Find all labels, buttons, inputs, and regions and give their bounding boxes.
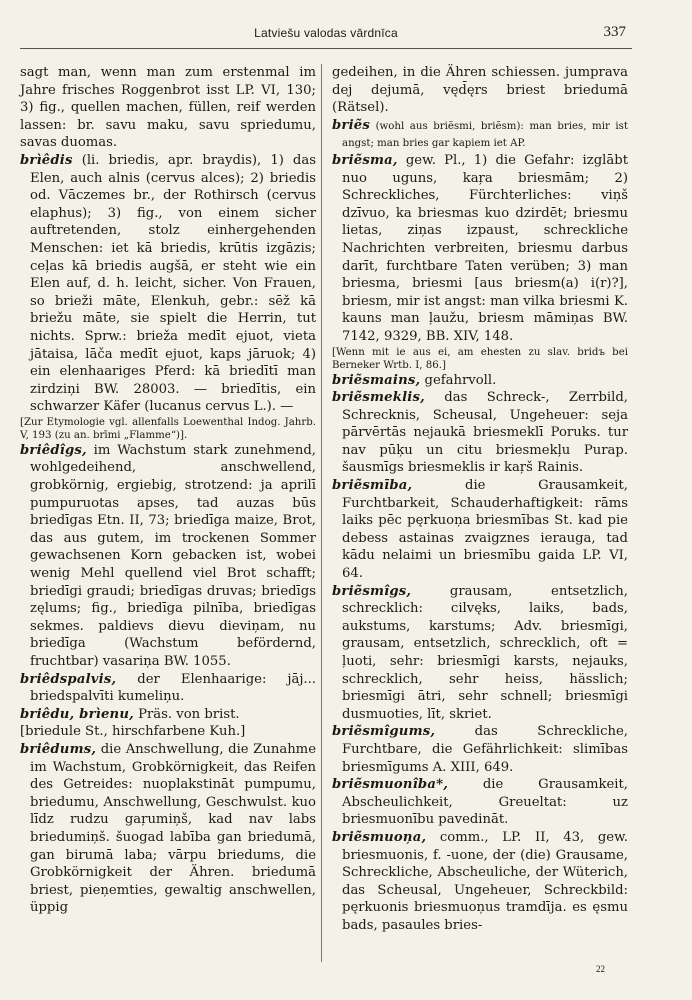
- entry-continuation: gedeihen, in die Ähren schiessen. jumprava dej dejumā, vęd̄ęrs briest briedumā (Rätsel).: [332, 65, 628, 116]
- entry-briedule: [briedule St., hirschfarbene Kuh.]: [20, 724, 246, 740]
- left-column: [20, 64, 316, 917]
- headword: briẽsmuoņa,: [332, 829, 427, 845]
- headword: briẽs: [332, 117, 370, 133]
- entry-briesmuoniba: [332, 776, 628, 829]
- entry-body: (li. briedis, apr. braydis), 1) das Elen, auch alnis (cervus alces); 2) briedis od. Vāczemes br., der Rothirsch (cervus elaphus); 3) fig., von einem sicher auftretenden, stolz einhergehenden Menschen: iet kā briedis, krūtis izgāzis; ceļas kā briedis augšā, er steht wie ein Elen auf, d. h. leicht, sicher. Von Frauen, so brieži māte, Elenkuh, gebr.: sēž kā briežu māte, sie spielt die Herrin, tut nichts. Sprw.: brieža medīt ejuot, vieta jātaisa, lāča medīt ejuot, kaps jāruok; 4) ein elenhaariges Pferd: kā briedītī man zirdziņi BW. 28003. — briedītis, ein schwarzer Käfer (lucanus cervus L.). —: [30, 152, 316, 415]
- entry-briesmeklis: [332, 389, 628, 477]
- entry-briesmigums: [332, 723, 628, 776]
- page-header: [20, 24, 632, 49]
- etymology-note: [Zur Etymologie vgl. allenfalls Loewenthal Indog. Jahrb. V, 193 (zu an. brīmi „Flamme“)].: [20, 416, 316, 441]
- entry-body: die Grausamkeit, Abscheulichkeit, Greueltat: uz briesmuonību pavedināt.: [342, 777, 628, 828]
- headword: briêdîgs,: [20, 442, 87, 458]
- entry-briedigs: [20, 442, 316, 671]
- entry-body: grausam, entsetzlich, schrecklich: cilvęks, laiks, bads, aukstums, karstums; Adv. briesmīgi, grausam, entsetzlich, schrecklich, oft = ļuoti, sehr: briesmīgi karsts, nejauks, schrecklich, sehr heiss, hässlich; briesmīgi ātri, sehr schnell; briesmīgi dusmuoties, līt, skriet.: [342, 583, 628, 722]
- etymology-note: [Wenn mit ie aus ei, am ehesten zu slav. bridъ bei Berneker Wrtb. I, 86.]: [332, 346, 628, 371]
- entry-briedums: [20, 741, 316, 917]
- printer-signature: 22: [596, 964, 605, 974]
- running-title: Latviešu valodas vārdnīca: [254, 26, 398, 40]
- entry-briesma: [332, 152, 628, 346]
- headword: briêdu, brìenu,: [20, 706, 134, 722]
- entry-body: im Wachstum stark zunehmend, wohlgedeihend, anschwellend, grobkörnig, ergiebig, strotzend: ja aprilī pumpuruotas apses, tad auzas būs briedīgas Etn. II, 73; briedīga maize, Brot, das aus gutem, im trockenen Sommer gewachsenen Korn gebacken ist, wobei wenig Mehl quellend viel Brot schafft; briedīgi graudi; briedīgas druvas; briedīgs zęlums; fig., briedīga pilnība, briedīgas sekmes. paldievs dievu dieviņam, nu briedīga (Wachstum befördernd, fruchtbar) vasariņa BW. 1055.: [30, 442, 316, 669]
- right-column: [332, 64, 628, 935]
- entry-note: (wohl aus briẽsmi, briẽsm): man bries, mir ist angst; man bries gar kapiem iet AP.: [342, 120, 628, 150]
- entry-briedis: [20, 152, 316, 416]
- headword: briẽsmîgums,: [332, 724, 436, 740]
- headword: briẽsmîgs,: [332, 583, 412, 599]
- entry-body: comm., LP. II, 43, gew. briesmuonis, f. -uone, der (die) Grausame, Schreckliche, Abscheuliche, der Wüterich, das Scheusal, Ungeheuer, Schreckbild: pęrkuonis briesmuoņus tramdīja. es ęsmu bads, pasaules bries-: [342, 829, 628, 933]
- headword: briêdums,: [20, 741, 97, 757]
- entry-body: das Schreckliche, Furchtbare, die Gefährlichkeit: slimības briesmīgums A. XIII, 649.: [342, 724, 628, 775]
- headword: briẽsmains,: [332, 372, 421, 388]
- entry-bries: [332, 117, 628, 152]
- headword: briẽsmeklis,: [332, 390, 425, 406]
- headword: briẽsma,: [332, 152, 398, 168]
- entry-body: Präs. von brist.: [133, 706, 240, 722]
- headword: briêdspalvis,: [20, 671, 117, 687]
- entry-body: gew. Pl., 1) die Gefahr: izglābt nuo uguns, kaŗa briesmām; 2) Schreckliches, Fürchterliches: viņš dzīvuo, ka briesmas kuo dzirdēt; briesmu lietas, ziņas izpaust, schreckliche Nachrichten verbreiten, briesmu darbus darīt, furchtbare Taten verüben; 3) man briesma, briesmi [aus briesm(a) i(r)?], briesm, mir ist angst: man vilka briesmi K. kauns man ļaužu, briesm māmiņas BW. 7142, 9329, BB. XIV, 148.: [342, 152, 628, 344]
- entry-continuation: sagt man, wenn man zum erstenmal im Jahre frisches Roggenbrot isst LP. VI, 130; 3) fig., quellen machen, füllen, reif werden lassen: br. savu maku, savu spriedumu, savas duomas.: [20, 65, 316, 151]
- entry-briesmuona: [332, 829, 628, 935]
- entry-briedu: [20, 706, 316, 724]
- entry-body: das Schreck-, Zerrbild, Schrecknis, Scheusal, Ungeheuer: seja pārvērtās nejaukā briesmeklī Poruks. tur nav pūķu un citu briesmekļu Purap. šausmīgs briesmeklis ir kaŗš Rainis.: [342, 390, 628, 476]
- headword: briẽsmuonîba*,: [332, 777, 448, 793]
- entry-body: die Anschwellung, die Zunahme im Wachstum, Grobkörnigkeit, das Reifen des Getreides: nuoplakstināt pumpumu, briedumu, Anschwellung, Geschwulst. kuo līdz rudzu gaŗumiņš, kad nav labs briedumiņš. šuogad labība gan briedumā, gan birumā laba; vārpu briedums, die Grobkörnigkeit der Ähren. briedumā briest, pieņemties, gewaltig anschwellen, üppig: [30, 741, 316, 916]
- column-divider: [321, 64, 322, 962]
- entry-briesmains: [332, 372, 628, 390]
- entry-briesmiba: [332, 477, 628, 583]
- entry-briedspalvis: [20, 671, 316, 706]
- entry-body: die Grausamkeit, Furchtbarkeit, Schauderhaftigkeit: rāms laiks pēc pęrkuoņa briesmības St. kad pie debess astainas zvaigznes ierauga, tad kādu nelaimi un briesmību gaida LP. VI, 64.: [342, 478, 628, 582]
- entry-body: der Elenhaarige: jāj... briedspalvīti kumeliņu.: [30, 671, 316, 705]
- entry-briesmigs: [332, 583, 628, 724]
- entry-body: gefahrvoll.: [420, 372, 497, 388]
- page-number: 337: [603, 24, 626, 40]
- headword: brìêdis: [20, 152, 73, 168]
- headword: briẽsmība,: [332, 478, 413, 494]
